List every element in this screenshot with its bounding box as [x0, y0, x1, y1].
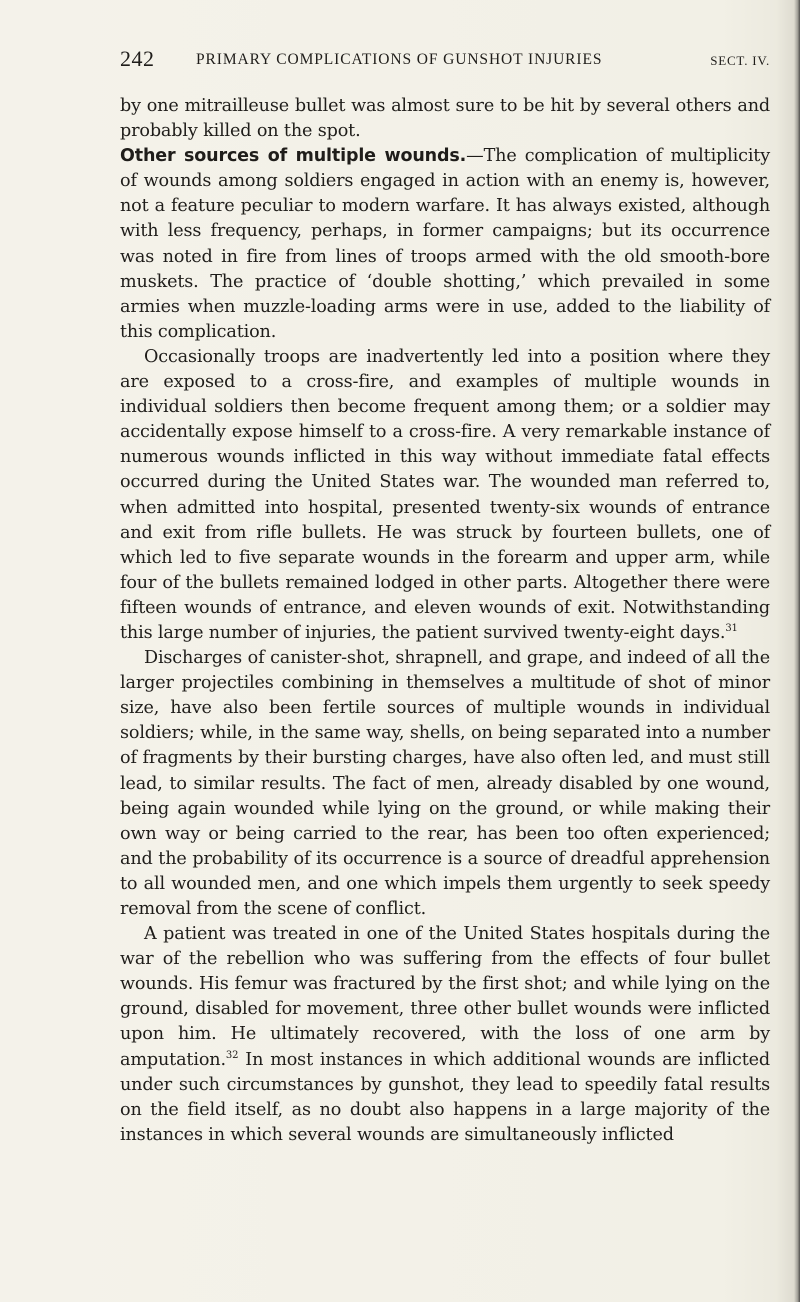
body-text: [120, 94, 770, 1148]
page-header: [120, 46, 770, 78]
paragraph-text-continued: In most instances in which additional wounds are inflicted under such circumstances by gunshot, they lead to speedily fatal results on the field itself, as no doubt also happens in a large majority of the instances in which several wounds are simultaneously inflicted: [120, 1049, 770, 1145]
footnote-reference: 32: [225, 1049, 239, 1061]
paragraph-cross-fire: [120, 345, 770, 646]
section-label: SECT. IV.: [710, 53, 770, 68]
paragraph-text: Occasionally troops are inadvertently led into a position where they are exposed to a cross-fire, and examples of multiple wounds in individual soldiers then become frequent among them; or a soldier may accidentally expose himself to a cross-fire. A very remarkable instance of numerous wounds inflicted in this way without immediate fatal effects occurred during the United States war. The wounded man referred to, when admitted into hospital, presented twenty-six wounds of entrance and exit from rifle bullets. He was struck by fourteen bullets, one of which led to five separate wounds in the forearm and upper arm, while four of the bullets remained lodged in other parts. Altogether there were fifteen wounds of entrance, and eleven wounds of exit. Notwithstanding this large number of injuries, the patient survived twenty-eight days.: [120, 346, 770, 643]
paragraph-text: —The complication of multiplicity of wounds among soldiers engaged in action with an enemy is, however, not a feature peculiar to modern warfare. It has always existed, although with less frequency, perhaps, in former campaigns; but its occurrence was noted in fire from lines of troops armed with the old smooth-bore muskets. The practice of ‘double shotting,’ which prevailed in some armies when muzzle-loading arms were in use, added to the liability of this complication.: [120, 146, 770, 342]
paragraph-multiple-wounds: [120, 144, 770, 345]
paragraph-discharges: [120, 646, 770, 922]
paragraph-continuation: [120, 94, 770, 144]
section-sidehead: Other sources of multiple wounds.: [120, 146, 467, 167]
page-number: 242: [120, 46, 155, 71]
footnote-reference: 31: [725, 623, 738, 635]
running-title: PRIMARY COMPLICATIONS OF GUNSHOT INJURIES: [196, 51, 603, 68]
paragraph-text: by one mitrailleuse bullet was almost sure to be hit by several others and probably killed on the spot.: [120, 96, 770, 142]
paragraph-text: Discharges of canister-shot, shrapnell, and grape, and indeed of all the larger projectiles combining in themselves a multitude of shot of minor size, have also been fertile sources of multiple wounds in individual soldiers; while, in the same way, shells, on being separated into a number of fragments by their bursting charges, have also often led, and must still lead, to similar results. The fact of men, already disabled by one wound, being again wounded while lying on the ground, or while making their own way or being carried to the rear, has been too often experienced; and the probability of its occurrence is a source of dreadful apprehension to all wounded men, and one which impels them urgently to seek speedy removal from the scene of conflict.: [120, 648, 770, 919]
page-edge-shadow: [794, 0, 800, 1302]
paragraph-text: A patient was treated in one of the United States hospitals during the war of the rebellion who was suffering from the effects of four bullet wounds. His femur was fractured by the first shot; and while lying on the ground, disabled for movement, three other bullet wounds were inflicted upon him. He ultimately recovered, with the loss of one arm by amputation.: [120, 924, 770, 1070]
paragraph-patient-case: [120, 922, 770, 1148]
